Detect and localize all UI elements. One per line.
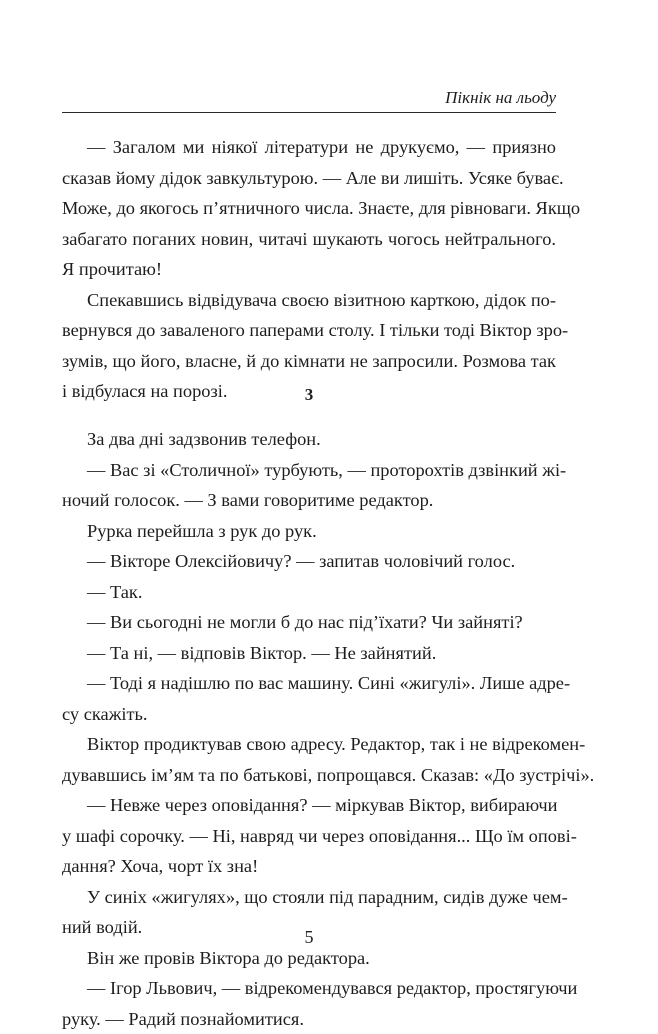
text-line: дувавшись ім’ям та по батькові, попрощався. Сказав: «До зустрічі». xyxy=(62,760,556,791)
running-head-title: Пікнік на льоду xyxy=(62,88,556,108)
text-line: руку. — Радий познайомитися. xyxy=(62,1004,556,1034)
text-line: Віктор продиктував свою адресу. Редактор, так і не відрекомен- xyxy=(62,729,556,760)
paragraph xyxy=(62,546,556,577)
paragraph xyxy=(62,132,556,285)
header-rule xyxy=(62,112,556,113)
paragraph xyxy=(62,638,556,669)
text-line: — Ігор Львович, — відрекомендувався редактор, простягуючи xyxy=(62,973,556,1004)
paragraph xyxy=(62,973,556,1034)
text-line: — Невже через оповідання? — міркував Віктор, вибираючи xyxy=(62,790,556,821)
text-line: Спекавшись відвідувача своєю візитною карткою, дідок по- xyxy=(62,285,556,316)
chapter-number: 3 xyxy=(62,384,556,406)
page-number: 5 xyxy=(62,926,556,948)
text-block-before-chapter xyxy=(62,132,556,407)
paragraph xyxy=(62,424,556,455)
paragraph xyxy=(62,729,556,790)
text-line: У синіх «жигулях», що стояли під парадним, сидів дуже чем- xyxy=(62,882,556,913)
text-line: — Вас зі «Столичної» турбують, — проторохтів дзвінкий жі- xyxy=(62,455,556,486)
text-line: За два дні задзвонив телефон. xyxy=(62,424,556,455)
text-line: ночий голосок. — З вами говоритиме редактор. xyxy=(62,485,556,516)
paragraph xyxy=(62,516,556,547)
text-line: вернувся до заваленого паперами столу. І тільки тоді Віктор зро- xyxy=(62,315,556,346)
paragraph xyxy=(62,455,556,516)
text-line: забагато поганих новин, читачі шукають чогось нейтрального. xyxy=(62,224,556,255)
text-line: — Загалом ми ніякої літератури не друкуємо, — приязно xyxy=(62,132,556,163)
text-line: — Та ні, — відповів Віктор. — Не зайнятий. xyxy=(62,638,556,669)
paragraph xyxy=(62,668,556,729)
text-line: су скажіть. xyxy=(62,699,556,730)
text-line: ний водій. xyxy=(62,912,556,943)
text-line: Рурка перейшла з рук до рук. xyxy=(62,516,556,547)
text-line: — Так. xyxy=(62,577,556,608)
paragraph xyxy=(62,790,556,882)
text-line: — Ви сьогодні не могли б до нас під’їхати? Чи зайняті? xyxy=(62,607,556,638)
text-line: — Тоді я надішлю по вас машину. Сині «жигулі». Лише адре- xyxy=(62,668,556,699)
text-line: і відбулася на порозі. xyxy=(62,376,556,407)
text-line: Я прочитаю! xyxy=(62,254,556,285)
text-line: Він же провів Віктора до редактора. xyxy=(62,943,556,974)
text-line: Може, до якогось п’ятничного числа. Знаєте, для рівноваги. Якщо xyxy=(62,193,556,224)
text-line: дання? Хоча, чорт їх зна! xyxy=(62,851,556,882)
text-line: — Вікторе Олексійовичу? — запитав чоловічий голос. xyxy=(62,546,556,577)
paragraph xyxy=(62,577,556,608)
text-line: сказав йому дідок завкультурою. — Але ви лишіть. Усяке буває. xyxy=(62,163,556,194)
text-line: зумів, що його, власне, й до кімнати не запросили. Розмова так xyxy=(62,346,556,377)
text-line: у шафі сорочку. — Ні, навряд чи через оповідання... Що їм опові- xyxy=(62,821,556,852)
paragraph xyxy=(62,607,556,638)
